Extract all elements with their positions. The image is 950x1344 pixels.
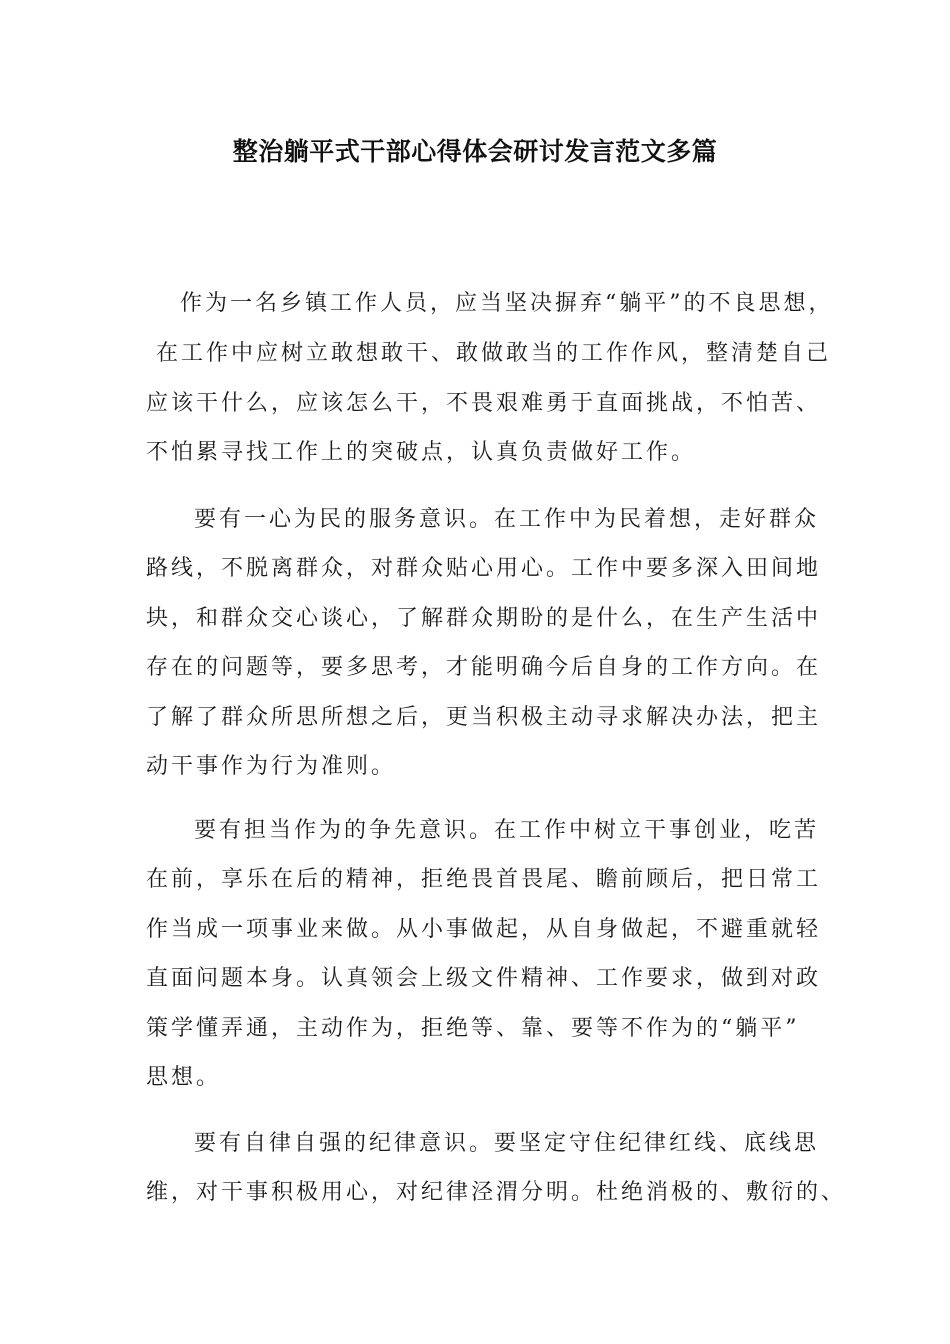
- paragraph-3-line-6: 思想。: [146, 1065, 222, 1090]
- paragraph-4-line-1: 要有自律自强的纪律意识。要坚定守住纪律红线、底线思: [194, 1131, 820, 1156]
- paragraph-2-line-4: 存在的问题等，要多思考，才能明确今后自身的工作方向。在: [146, 655, 822, 680]
- paragraph-2-line-1: 要有一心为民的服务意识。在工作中为民着想，走好群众: [194, 507, 820, 532]
- paragraph-3-line-3: 作当成一项事业来做。从小事做起，从自身做起，不避重就轻: [146, 917, 822, 942]
- paragraph-1-line-3: 应该干什么，应该怎么干，不畏艰难勇于直面挑战，不怕苦、: [146, 391, 822, 416]
- paragraph-3-line-4: 直面问题本身。认真领会上级文件精神、工作要求，做到对政: [146, 966, 822, 991]
- paragraph-3-line-2: 在前，享乐在后的精神，拒绝畏首畏尾、瞻前顾后，把日常工: [146, 867, 822, 892]
- paragraph-2-line-6: 动干事作为行为准则。: [146, 754, 397, 779]
- paragraph-1-line-2: 在工作中应树立敢想敢干、敢做敢当的工作作风，整清楚自己: [156, 341, 832, 366]
- paragraph-3-line-5: 策学懂弄通，主动作为，拒绝等、靠、要等不作为的“躺平”: [146, 1016, 800, 1041]
- paragraph-4-line-2: 维，对干事积极用心，对纪律泾渭分明。杜绝消极的、敷衍的、: [146, 1180, 847, 1205]
- paragraph-2-line-2: 路线，不脱离群众，对群众贴心用心。工作中要多深入田间地: [146, 556, 822, 581]
- paragraph-2-line-5: 了解了群众所思所想之后，更当积极主动寻求解决办法，把主: [146, 705, 822, 730]
- paragraph-1-line-4: 不怕累寻找工作上的突破点，认真负责做好工作。: [146, 440, 697, 465]
- document-title: 整治躺平式干部心得体会研讨发言范文多篇: [232, 137, 718, 166]
- paragraph-1-line-1: 作为一名乡镇工作人员，应当坚决摒弃“躺平”的不良思想，: [180, 291, 834, 316]
- paragraph-2-line-3: 块，和群众交心谈心，了解群众期盼的是什么，在生产生活中: [146, 606, 822, 631]
- paragraph-3-line-1: 要有担当作为的争先意识。在工作中树立干事创业，吃苦: [194, 818, 820, 843]
